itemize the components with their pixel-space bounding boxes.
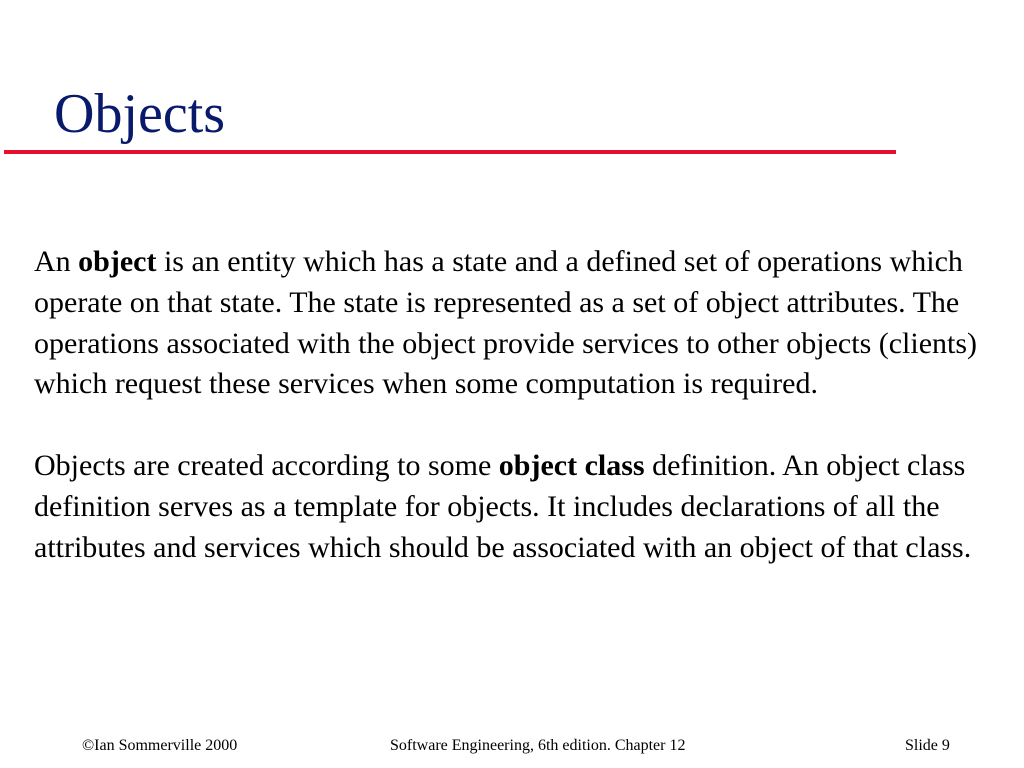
paragraph-text: is an entity which has a state and a defined set of operations which operate on that state. The state is represented as a set of object attributes. The operations associated with the object provide services to other objects (clients) which request these services when some computation is required. bbox=[34, 245, 978, 401]
title-underline bbox=[4, 150, 896, 154]
footer-copyright: ©Ian Sommerville 2000 bbox=[82, 737, 238, 754]
paragraph-text: Objects are created according to some bbox=[34, 449, 499, 483]
footer-book-title: Software Engineering, 6th edition. Chapter 12 bbox=[390, 737, 686, 754]
term-object: object bbox=[78, 245, 157, 278]
paragraph-text: definition. An object class definition serves as a template for objects. It includes declarations of all the attributes and services which should be associated with an object of that class. bbox=[34, 449, 972, 564]
paragraph-text: An bbox=[34, 245, 79, 278]
term-object-class: object class bbox=[498, 449, 645, 483]
paragraph-object-definition bbox=[34, 242, 994, 405]
paragraph-object-class bbox=[34, 446, 994, 568]
footer-slide-number: Slide 9 bbox=[905, 737, 950, 754]
slide-body bbox=[34, 242, 994, 569]
slide-title: Objects bbox=[54, 83, 226, 145]
